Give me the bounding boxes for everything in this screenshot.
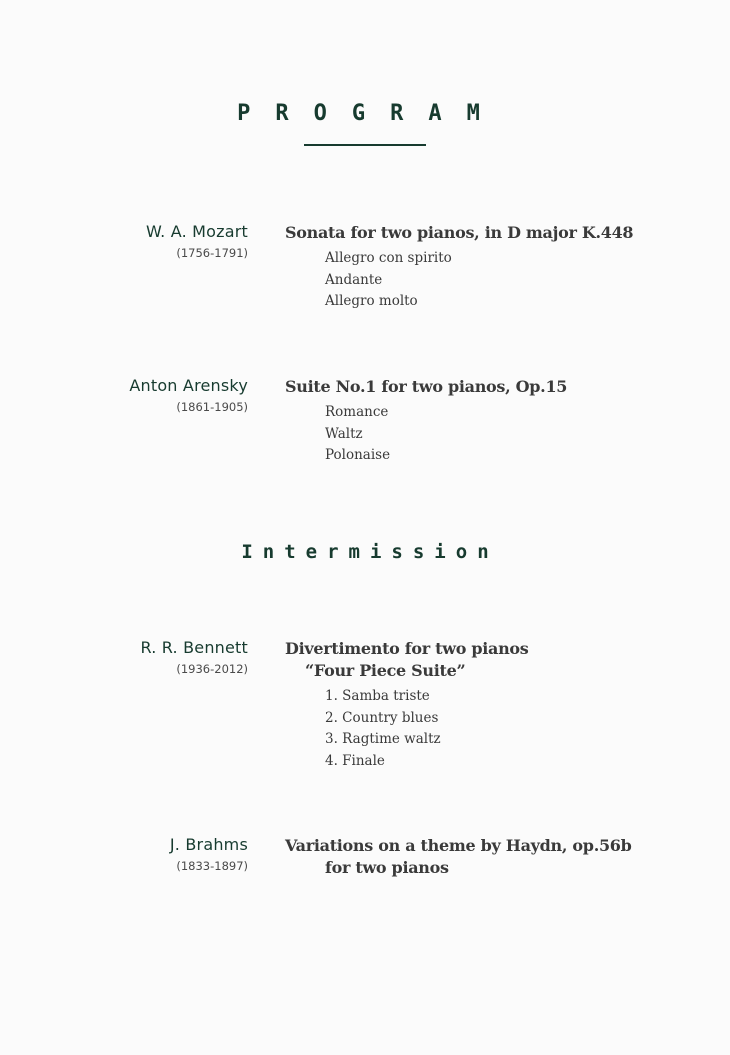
composer-dates: (1861-1905) (176, 400, 248, 414)
composer-name: R. R. Bennett (140, 638, 248, 657)
movement-item: 4. Finale (325, 752, 385, 769)
movement-list (285, 402, 567, 467)
work-subtitle: for two pianos (325, 858, 449, 877)
composer-name: J. Brahms (169, 835, 248, 854)
work-block (285, 376, 567, 467)
movement-list (285, 686, 529, 772)
composer-dates: (1756-1791) (176, 246, 248, 260)
work-subtitle: “Four Piece Suite” (305, 661, 466, 680)
work-title: Suite No.1 for two pianos, Op.15 (285, 377, 568, 396)
composer-block (140, 638, 248, 677)
title-underline (304, 144, 426, 146)
movement-item: Andante (325, 271, 383, 288)
composer-name: W. A. Mozart (145, 222, 248, 241)
work-title: Variations on a theme by Haydn, op.56b (285, 836, 632, 855)
movement-item: Polonaise (325, 447, 391, 463)
composer-dates: (1833-1897) (176, 859, 248, 873)
work-title: Sonata for two pianos, in D major K.448 (285, 223, 634, 242)
program-title: PROGRAM (237, 101, 505, 126)
composer-block (146, 222, 248, 261)
movement-list (285, 248, 633, 313)
composer-block (129, 376, 248, 415)
composer-name: Anton Arensky (129, 376, 248, 395)
work-block (285, 638, 529, 772)
movement-item: Allegro con spirito (325, 250, 452, 266)
movement-item: 3. Ragtime waltz (325, 731, 441, 747)
composer-dates: (1936-2012) (176, 662, 248, 676)
movement-item: Romance (325, 404, 389, 420)
movement-item: 2. Country blues (325, 709, 439, 726)
movement-item: Waltz (325, 425, 363, 442)
work-block (285, 835, 632, 879)
work-block (285, 222, 633, 313)
composer-block (170, 835, 248, 874)
movement-item: 1. Samba triste (325, 688, 430, 704)
work-title: Divertimento for two pianos (285, 639, 529, 658)
intermission-heading: Intermission (241, 541, 499, 563)
movement-item: Allegro molto (325, 293, 418, 309)
